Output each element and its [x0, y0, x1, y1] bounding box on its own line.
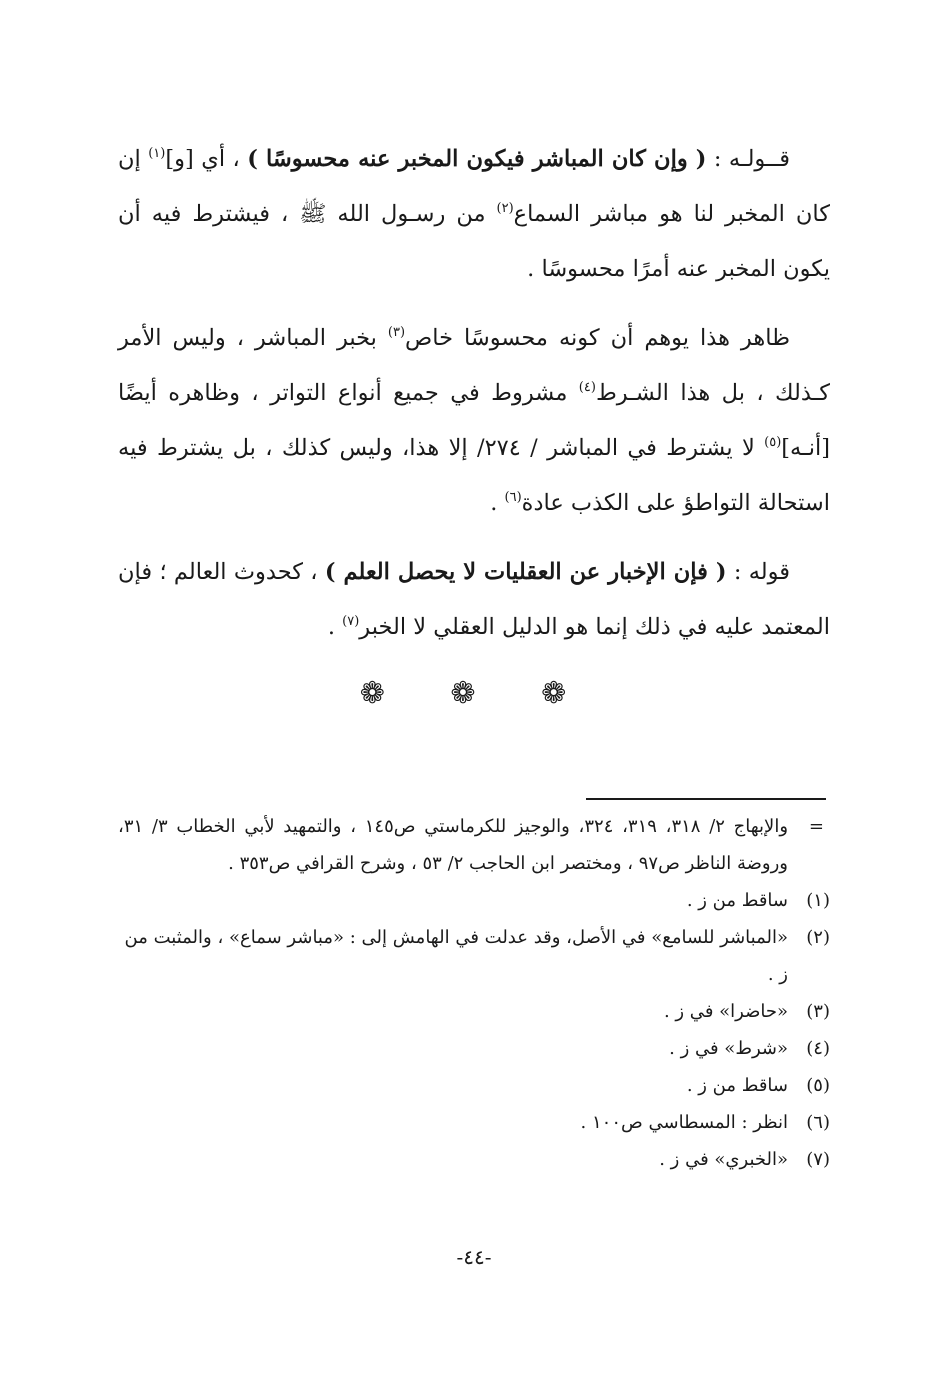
lead-word: قــولـه :: [713, 146, 790, 172]
text-run: بخبر المباشر ، وليس الأمر كـذلك ، بل هذا الشـرط: [118, 325, 830, 406]
paragraph-3: [118, 545, 830, 655]
paragraph-2: [118, 311, 830, 531]
flower-ornament-icon: ❁: [450, 676, 498, 711]
footnote-number: (٣): [806, 1001, 830, 1022]
flower-ornament-icon: ❁: [359, 676, 407, 711]
flower-ornament-icon: ❁: [541, 676, 589, 711]
footnote-number: (٦): [806, 1112, 830, 1133]
text-run: إن كان المخبر لنا هو مباشر السماع: [118, 146, 830, 227]
footnote-text: والإبهاج ٢/ ٣١٨، ٣١٩، ٣٢٤، والوجيز للكرماستي ص١٤٥ ، والتمهيد لأبي الخطاب ٣/ ٣١، وروضة الناظر ص٩٧ ، ومختصر ابن الحاجب ٢/ ٥٣ ، وشرح القرافي ص٣٥٣ .: [118, 816, 789, 874]
text-run: ، أي [و]: [165, 146, 240, 172]
footnote-text: انظر : المسطاسي ص١٠٠ .: [580, 1112, 788, 1133]
footnote-item: [118, 1141, 830, 1178]
page-number: -٤٤-: [456, 1245, 492, 1269]
footnote-number: (٥): [806, 1075, 830, 1096]
footnote-separator: [586, 798, 826, 800]
text-run: ظاهر هذا يوهم أن كونه محسوسًا خاص: [405, 325, 790, 351]
footnote-ref-3[interactable]: (٣): [387, 325, 406, 340]
text-run: ، كحدوث العالم ؛ فإن المعتمد عليه في ذلك إنما هو الدليل العقلي لا الخبر: [118, 559, 830, 640]
main-text: [118, 132, 830, 669]
text-run: .: [490, 490, 505, 516]
footnote-item: [118, 919, 830, 993]
quoted-text: ( وإن كان المباشر فيكون المخبر عنه محسوسًا ): [247, 146, 707, 172]
footnote-number: (٤): [806, 1038, 830, 1059]
text-run: مشروط في جميع أنواع التواتر ، وظاهره أيضًا [أنـه]: [118, 380, 830, 461]
footnote-item: [118, 993, 830, 1030]
footnotes: [118, 808, 830, 1178]
footnote-text: ساقط من ز .: [686, 890, 788, 911]
footnote-ref-4[interactable]: (٤): [578, 380, 596, 395]
paragraph-1: [118, 132, 830, 297]
footnote-ref-2[interactable]: (٢): [496, 201, 514, 216]
footnote-item: [118, 1030, 830, 1067]
continuation-mark: =: [808, 816, 824, 837]
footnote-item: [118, 882, 830, 919]
footnote-ref-7[interactable]: (٧): [342, 614, 360, 629]
footnote-text: «حاضرا» في ز .: [663, 1001, 788, 1022]
footnote-text: «المباشر للسامع» في الأصل، وقد عدلت في الهامش إلى : «مباشر سماع» ، والمثبت من ز .: [124, 927, 788, 985]
footnote-continuation: [118, 808, 830, 882]
text-run: لا يشترط في المباشر / ٢٧٤/ إلا هذا، وليس كذلك ، بل يشترط فيه استحالة التواطؤ على الكذب عادة: [118, 435, 830, 516]
text-run: من رسـول الله ﷺ ، فيشترط فيه أن يكون المخبر عنه أمرًا محسوسًا .: [118, 201, 830, 282]
footnote-ref-1[interactable]: (١): [148, 146, 166, 161]
footnote-number: (١): [806, 890, 830, 911]
quoted-text: ( فإن الإخبار عن العقليات لا يحصل العلم ): [324, 559, 727, 585]
footnote-item: [118, 1067, 830, 1104]
lead-word: قوله :: [733, 559, 791, 585]
footnote-number: (٧): [806, 1149, 830, 1170]
footnote-ref-5[interactable]: (٥): [764, 435, 782, 450]
footnote-text: «شرط» في ز .: [669, 1038, 788, 1059]
footnote-ref-6[interactable]: (٦): [504, 490, 522, 505]
text-run: .: [327, 614, 343, 640]
footnote-item: [118, 1104, 830, 1141]
footnote-number: (٢): [806, 927, 830, 948]
section-divider: [0, 676, 948, 711]
footnote-text: «الخبري» في ز .: [659, 1149, 788, 1170]
footnote-text: ساقط من ز .: [686, 1075, 788, 1096]
